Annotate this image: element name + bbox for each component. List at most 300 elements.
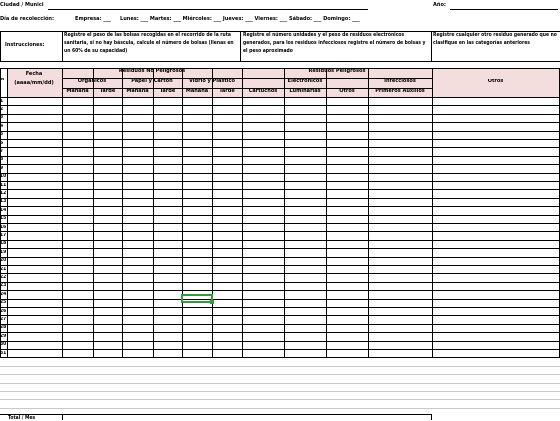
grid-cell[interactable] bbox=[7, 206, 62, 214]
grid-cell[interactable] bbox=[284, 181, 326, 189]
grid-cell[interactable] bbox=[432, 147, 559, 155]
grid-cell[interactable] bbox=[242, 189, 284, 197]
grid-cell[interactable] bbox=[7, 315, 62, 323]
grid-cell[interactable] bbox=[7, 248, 62, 256]
grid-cell[interactable] bbox=[432, 206, 559, 214]
grid-cell[interactable] bbox=[212, 324, 242, 332]
grid-cell[interactable] bbox=[182, 248, 212, 256]
grid-cell[interactable] bbox=[182, 273, 212, 281]
grid-cell[interactable] bbox=[153, 105, 182, 113]
grid-cell[interactable] bbox=[368, 265, 432, 273]
grid-cell[interactable] bbox=[93, 97, 122, 105]
grid-cell[interactable] bbox=[284, 231, 326, 239]
grid-cell[interactable] bbox=[122, 97, 153, 105]
grid-cell[interactable] bbox=[326, 181, 368, 189]
grid-cell[interactable] bbox=[212, 97, 242, 105]
grid-cell[interactable] bbox=[368, 173, 432, 181]
grid-cell[interactable] bbox=[242, 156, 284, 164]
grid-cell[interactable] bbox=[284, 164, 326, 172]
grid-cell[interactable] bbox=[212, 181, 242, 189]
grid-cell[interactable] bbox=[432, 282, 559, 290]
grid-cell[interactable] bbox=[326, 332, 368, 340]
grid-cell[interactable] bbox=[122, 341, 153, 349]
grid-cell[interactable] bbox=[326, 265, 368, 273]
grid-cell[interactable] bbox=[368, 189, 432, 197]
grid-cell[interactable] bbox=[122, 248, 153, 256]
grid-cell[interactable] bbox=[182, 315, 212, 323]
grid-cell[interactable] bbox=[212, 265, 242, 273]
grid-cell[interactable] bbox=[284, 290, 326, 298]
grid-cell[interactable] bbox=[326, 206, 368, 214]
grid-cell[interactable] bbox=[212, 240, 242, 248]
grid-cell[interactable] bbox=[62, 97, 93, 105]
grid-cell[interactable] bbox=[212, 299, 242, 307]
grid-cell[interactable] bbox=[432, 97, 559, 105]
grid-cell[interactable] bbox=[242, 181, 284, 189]
grid-cell[interactable] bbox=[93, 240, 122, 248]
grid-cell[interactable] bbox=[122, 164, 153, 172]
grid-cell[interactable] bbox=[212, 282, 242, 290]
grid-cell[interactable] bbox=[182, 156, 212, 164]
grid-cell[interactable] bbox=[62, 156, 93, 164]
grid-cell[interactable] bbox=[368, 147, 432, 155]
grid-cell[interactable] bbox=[62, 131, 93, 139]
grid-cell[interactable] bbox=[182, 181, 212, 189]
grid-cell[interactable] bbox=[284, 332, 326, 340]
grid-cell[interactable] bbox=[122, 265, 153, 273]
grid-cell[interactable] bbox=[93, 215, 122, 223]
grid-cell[interactable] bbox=[153, 315, 182, 323]
grid-cell[interactable] bbox=[212, 223, 242, 231]
grid-cell[interactable] bbox=[122, 156, 153, 164]
grid-cell[interactable] bbox=[212, 307, 242, 315]
grid-cell[interactable] bbox=[62, 206, 93, 214]
grid-cell[interactable] bbox=[93, 198, 122, 206]
grid-cell[interactable] bbox=[62, 139, 93, 147]
grid-cell[interactable] bbox=[182, 114, 212, 122]
grid-cell[interactable] bbox=[182, 240, 212, 248]
grid-cell[interactable] bbox=[326, 240, 368, 248]
grid-cell[interactable] bbox=[153, 122, 182, 130]
grid-cell[interactable] bbox=[122, 299, 153, 307]
grid-cell[interactable] bbox=[7, 189, 62, 197]
grid-cell[interactable] bbox=[212, 147, 242, 155]
grid-cell[interactable] bbox=[212, 173, 242, 181]
grid-cell[interactable] bbox=[326, 164, 368, 172]
grid-cell[interactable] bbox=[432, 198, 559, 206]
grid-cell[interactable] bbox=[153, 240, 182, 248]
grid-cell[interactable] bbox=[242, 231, 284, 239]
grid-cell[interactable] bbox=[242, 290, 284, 298]
grid-cell[interactable] bbox=[284, 315, 326, 323]
grid-cell[interactable] bbox=[153, 114, 182, 122]
grid-cell[interactable] bbox=[284, 273, 326, 281]
grid-cell[interactable] bbox=[212, 231, 242, 239]
grid-cell[interactable] bbox=[368, 105, 432, 113]
grid-cell[interactable] bbox=[182, 131, 212, 139]
grid-cell[interactable] bbox=[93, 181, 122, 189]
grid-cell[interactable] bbox=[153, 181, 182, 189]
grid-cell[interactable] bbox=[432, 131, 559, 139]
grid-cell[interactable] bbox=[326, 248, 368, 256]
grid-cell[interactable] bbox=[182, 105, 212, 113]
grid-cell[interactable] bbox=[62, 273, 93, 281]
grid-cell[interactable] bbox=[242, 307, 284, 315]
grid-cell[interactable] bbox=[153, 265, 182, 273]
grid-cell[interactable] bbox=[284, 189, 326, 197]
grid-cell[interactable] bbox=[242, 131, 284, 139]
grid-cell[interactable] bbox=[62, 223, 93, 231]
grid-cell[interactable] bbox=[284, 139, 326, 147]
grid-cell[interactable] bbox=[326, 139, 368, 147]
grid-cell[interactable] bbox=[432, 315, 559, 323]
grid-cell[interactable] bbox=[326, 315, 368, 323]
grid-cell[interactable] bbox=[93, 173, 122, 181]
grid-cell[interactable] bbox=[122, 324, 153, 332]
grid-cell[interactable] bbox=[93, 122, 122, 130]
grid-cell[interactable] bbox=[212, 164, 242, 172]
grid-cell[interactable] bbox=[368, 341, 432, 349]
grid-cell[interactable] bbox=[122, 231, 153, 239]
grid-cell[interactable] bbox=[368, 122, 432, 130]
grid-cell[interactable] bbox=[7, 173, 62, 181]
grid-cell[interactable] bbox=[153, 324, 182, 332]
grid-cell[interactable] bbox=[153, 332, 182, 340]
grid-cell[interactable] bbox=[7, 114, 62, 122]
grid-cell[interactable] bbox=[7, 332, 62, 340]
grid-cell[interactable] bbox=[93, 231, 122, 239]
grid-cell[interactable] bbox=[93, 156, 122, 164]
grid-cell[interactable] bbox=[122, 215, 153, 223]
grid-cell[interactable] bbox=[7, 122, 62, 130]
grid-cell[interactable] bbox=[153, 341, 182, 349]
grid-cell[interactable] bbox=[153, 349, 182, 357]
grid-cell[interactable] bbox=[326, 349, 368, 357]
grid-cell[interactable] bbox=[93, 206, 122, 214]
grid-cell[interactable] bbox=[242, 97, 284, 105]
grid-cell[interactable] bbox=[212, 248, 242, 256]
grid-cell[interactable] bbox=[368, 324, 432, 332]
grid-cell[interactable] bbox=[182, 332, 212, 340]
grid-cell[interactable] bbox=[93, 139, 122, 147]
grid-cell[interactable] bbox=[432, 248, 559, 256]
grid-cell[interactable] bbox=[326, 223, 368, 231]
grid-cell[interactable] bbox=[284, 97, 326, 105]
grid-cell[interactable] bbox=[368, 299, 432, 307]
grid-cell[interactable] bbox=[368, 114, 432, 122]
grid-cell[interactable] bbox=[242, 105, 284, 113]
grid-cell[interactable] bbox=[242, 240, 284, 248]
grid-cell[interactable] bbox=[93, 257, 122, 265]
grid-cell[interactable] bbox=[122, 307, 153, 315]
grid-cell[interactable] bbox=[182, 324, 212, 332]
grid-cell[interactable] bbox=[62, 198, 93, 206]
grid-cell[interactable] bbox=[368, 156, 432, 164]
grid-cell[interactable] bbox=[153, 307, 182, 315]
grid-cell[interactable] bbox=[242, 139, 284, 147]
grid-cell[interactable] bbox=[326, 189, 368, 197]
grid-cell[interactable] bbox=[284, 299, 326, 307]
grid-cell[interactable] bbox=[242, 299, 284, 307]
grid-cell[interactable] bbox=[242, 248, 284, 256]
grid-cell[interactable] bbox=[242, 198, 284, 206]
grid-cell[interactable] bbox=[7, 349, 62, 357]
grid-cell[interactable] bbox=[432, 265, 559, 273]
grid-cell[interactable] bbox=[182, 198, 212, 206]
grid-cell[interactable] bbox=[368, 332, 432, 340]
grid-cell[interactable] bbox=[212, 215, 242, 223]
grid-cell[interactable] bbox=[284, 349, 326, 357]
grid-cell[interactable] bbox=[62, 122, 93, 130]
grid-cell[interactable] bbox=[122, 139, 153, 147]
grid-cell[interactable] bbox=[368, 181, 432, 189]
grid-cell[interactable] bbox=[212, 315, 242, 323]
grid-cell[interactable] bbox=[7, 139, 62, 147]
grid-cell[interactable] bbox=[212, 105, 242, 113]
grid-cell[interactable] bbox=[242, 147, 284, 155]
grid-cell[interactable] bbox=[368, 97, 432, 105]
grid-cell[interactable] bbox=[182, 189, 212, 197]
grid-cell[interactable] bbox=[153, 131, 182, 139]
grid-cell[interactable] bbox=[432, 181, 559, 189]
grid-cell[interactable] bbox=[153, 282, 182, 290]
grid-cell[interactable] bbox=[242, 122, 284, 130]
grid-cell[interactable] bbox=[284, 223, 326, 231]
grid-cell[interactable] bbox=[7, 282, 62, 290]
grid-cell[interactable] bbox=[326, 114, 368, 122]
grid-cell[interactable] bbox=[242, 223, 284, 231]
grid-cell[interactable] bbox=[153, 156, 182, 164]
grid-cell[interactable] bbox=[242, 265, 284, 273]
grid-cell[interactable] bbox=[242, 341, 284, 349]
grid-cell[interactable] bbox=[122, 332, 153, 340]
grid-cell[interactable] bbox=[93, 332, 122, 340]
grid-cell[interactable] bbox=[182, 147, 212, 155]
grid-cell[interactable] bbox=[93, 248, 122, 256]
grid-cell[interactable] bbox=[93, 131, 122, 139]
grid-cell[interactable] bbox=[153, 164, 182, 172]
grid-cell[interactable] bbox=[7, 147, 62, 155]
grid-cell[interactable] bbox=[153, 248, 182, 256]
grid-cell[interactable] bbox=[368, 198, 432, 206]
grid-cell[interactable] bbox=[432, 307, 559, 315]
fill-handle[interactable] bbox=[210, 300, 214, 304]
grid-cell[interactable] bbox=[368, 349, 432, 357]
grid-cell[interactable] bbox=[368, 164, 432, 172]
grid-cell[interactable] bbox=[368, 273, 432, 281]
grid-cell[interactable] bbox=[153, 231, 182, 239]
grid-cell[interactable] bbox=[122, 290, 153, 298]
grid-cell[interactable] bbox=[326, 122, 368, 130]
grid-cell[interactable] bbox=[93, 189, 122, 197]
grid-cell[interactable] bbox=[368, 248, 432, 256]
grid-cell[interactable] bbox=[242, 114, 284, 122]
grid-cell[interactable] bbox=[212, 189, 242, 197]
grid-cell[interactable] bbox=[122, 173, 153, 181]
grid-cell[interactable] bbox=[368, 240, 432, 248]
grid-cell[interactable] bbox=[153, 206, 182, 214]
grid-cell[interactable] bbox=[212, 206, 242, 214]
grid-cell[interactable] bbox=[7, 181, 62, 189]
grid-cell[interactable] bbox=[62, 341, 93, 349]
grid-cell[interactable] bbox=[212, 139, 242, 147]
grid-cell[interactable] bbox=[62, 290, 93, 298]
grid-cell[interactable] bbox=[326, 290, 368, 298]
grid-cell[interactable] bbox=[122, 206, 153, 214]
grid-cell[interactable] bbox=[242, 164, 284, 172]
grid-cell[interactable] bbox=[326, 147, 368, 155]
grid-cell[interactable] bbox=[122, 189, 153, 197]
grid-cell[interactable] bbox=[212, 341, 242, 349]
grid-cell[interactable] bbox=[62, 332, 93, 340]
grid-cell[interactable] bbox=[62, 324, 93, 332]
grid-cell[interactable] bbox=[432, 189, 559, 197]
grid-cell[interactable] bbox=[432, 299, 559, 307]
grid-cell[interactable] bbox=[284, 248, 326, 256]
grid-cell[interactable] bbox=[326, 215, 368, 223]
grid-cell[interactable] bbox=[93, 282, 122, 290]
grid-cell[interactable] bbox=[7, 105, 62, 113]
grid-cell[interactable] bbox=[212, 290, 242, 298]
grid-cell[interactable] bbox=[62, 349, 93, 357]
grid-cell[interactable] bbox=[93, 105, 122, 113]
grid-cell[interactable] bbox=[7, 257, 62, 265]
grid-cell[interactable] bbox=[242, 315, 284, 323]
grid-cell[interactable] bbox=[326, 273, 368, 281]
grid-cell[interactable] bbox=[432, 105, 559, 113]
weekday-fields[interactable]: Lunes: ___ Martes: ___ Miércoles: ___ Jueves: ___ Viernes: ___ Sábado: ___ Domingo: ___ bbox=[120, 16, 360, 22]
grid-cell[interactable] bbox=[368, 139, 432, 147]
grid-cell[interactable] bbox=[93, 265, 122, 273]
grid-cell[interactable] bbox=[122, 181, 153, 189]
grid-cell[interactable] bbox=[432, 324, 559, 332]
grid-cell[interactable] bbox=[432, 240, 559, 248]
grid-cell[interactable] bbox=[7, 198, 62, 206]
grid-cell[interactable] bbox=[432, 223, 559, 231]
grid-cell[interactable] bbox=[326, 131, 368, 139]
grid-cell[interactable] bbox=[7, 341, 62, 349]
grid-cell[interactable] bbox=[62, 189, 93, 197]
grid-cell[interactable] bbox=[432, 290, 559, 298]
grid-cell[interactable] bbox=[212, 349, 242, 357]
grid-cell[interactable] bbox=[122, 282, 153, 290]
grid-cell[interactable] bbox=[62, 147, 93, 155]
grid-cell[interactable] bbox=[242, 257, 284, 265]
grid-cell[interactable] bbox=[368, 307, 432, 315]
grid-cell[interactable] bbox=[242, 206, 284, 214]
grid-cell[interactable] bbox=[62, 315, 93, 323]
year-field[interactable] bbox=[450, 9, 558, 10]
grid-cell[interactable] bbox=[432, 164, 559, 172]
grid-cell[interactable] bbox=[432, 231, 559, 239]
grid-cell[interactable] bbox=[432, 139, 559, 147]
grid-cell[interactable] bbox=[122, 131, 153, 139]
grid-cell[interactable] bbox=[7, 215, 62, 223]
grid-cell[interactable] bbox=[122, 105, 153, 113]
grid-cell[interactable] bbox=[368, 282, 432, 290]
grid-cell[interactable] bbox=[93, 273, 122, 281]
grid-cell[interactable] bbox=[284, 341, 326, 349]
grid-cell[interactable] bbox=[7, 231, 62, 239]
grid-cell[interactable] bbox=[153, 173, 182, 181]
grid-cell[interactable] bbox=[182, 173, 212, 181]
grid-cell[interactable] bbox=[153, 215, 182, 223]
grid-cell[interactable] bbox=[432, 122, 559, 130]
grid-cell[interactable] bbox=[284, 324, 326, 332]
grid-cell[interactable] bbox=[368, 231, 432, 239]
grid-cell[interactable] bbox=[7, 97, 62, 105]
grid-cell[interactable] bbox=[432, 257, 559, 265]
grid-cell[interactable] bbox=[153, 147, 182, 155]
grid-cell[interactable] bbox=[432, 341, 559, 349]
grid-cell[interactable] bbox=[153, 189, 182, 197]
grid-cell[interactable] bbox=[93, 223, 122, 231]
grid-cell[interactable] bbox=[242, 173, 284, 181]
grid-cell[interactable] bbox=[182, 349, 212, 357]
grid-cell[interactable] bbox=[7, 131, 62, 139]
grid-cell[interactable] bbox=[62, 114, 93, 122]
grid-cell[interactable] bbox=[122, 240, 153, 248]
grid-cell[interactable] bbox=[62, 265, 93, 273]
grid-cell[interactable] bbox=[153, 257, 182, 265]
grid-cell[interactable] bbox=[7, 156, 62, 164]
grid-cell[interactable] bbox=[93, 299, 122, 307]
grid-cell[interactable] bbox=[432, 156, 559, 164]
grid-cell[interactable] bbox=[212, 273, 242, 281]
grid-cell[interactable] bbox=[368, 315, 432, 323]
grid-cell[interactable] bbox=[326, 105, 368, 113]
grid-cell[interactable] bbox=[7, 324, 62, 332]
grid-cell[interactable] bbox=[212, 156, 242, 164]
grid-cell[interactable] bbox=[368, 223, 432, 231]
grid-cell[interactable] bbox=[284, 147, 326, 155]
grid-cell[interactable] bbox=[432, 273, 559, 281]
grid-cell[interactable] bbox=[182, 139, 212, 147]
grid-cell[interactable] bbox=[153, 273, 182, 281]
grid-cell[interactable] bbox=[93, 349, 122, 357]
grid-cell[interactable] bbox=[182, 282, 212, 290]
grid-cell[interactable] bbox=[182, 257, 212, 265]
grid-cell[interactable] bbox=[212, 257, 242, 265]
grid-cell[interactable] bbox=[122, 223, 153, 231]
grid-cell[interactable] bbox=[7, 299, 62, 307]
grid-cell[interactable] bbox=[93, 290, 122, 298]
grid-cell[interactable] bbox=[7, 240, 62, 248]
grid-cell[interactable] bbox=[62, 240, 93, 248]
grid-cell[interactable] bbox=[62, 231, 93, 239]
city-field[interactable] bbox=[48, 9, 368, 10]
grid-cell[interactable] bbox=[242, 273, 284, 281]
grid-cell[interactable] bbox=[212, 114, 242, 122]
grid-cell[interactable] bbox=[182, 206, 212, 214]
grid-cell[interactable] bbox=[432, 349, 559, 357]
grid-cell[interactable] bbox=[122, 198, 153, 206]
grid-cell[interactable] bbox=[432, 215, 559, 223]
grid-cell[interactable] bbox=[62, 282, 93, 290]
grid-cell[interactable] bbox=[368, 131, 432, 139]
grid-cell[interactable] bbox=[368, 206, 432, 214]
grid-cell[interactable] bbox=[122, 114, 153, 122]
grid-cell[interactable] bbox=[182, 122, 212, 130]
grid-cell[interactable] bbox=[93, 307, 122, 315]
grid-cell[interactable] bbox=[93, 147, 122, 155]
grid-cell[interactable] bbox=[153, 223, 182, 231]
grid-cell[interactable] bbox=[182, 231, 212, 239]
grid-cell[interactable] bbox=[62, 164, 93, 172]
grid-cell[interactable] bbox=[242, 324, 284, 332]
grid-cell[interactable] bbox=[7, 290, 62, 298]
grid-cell[interactable] bbox=[182, 164, 212, 172]
